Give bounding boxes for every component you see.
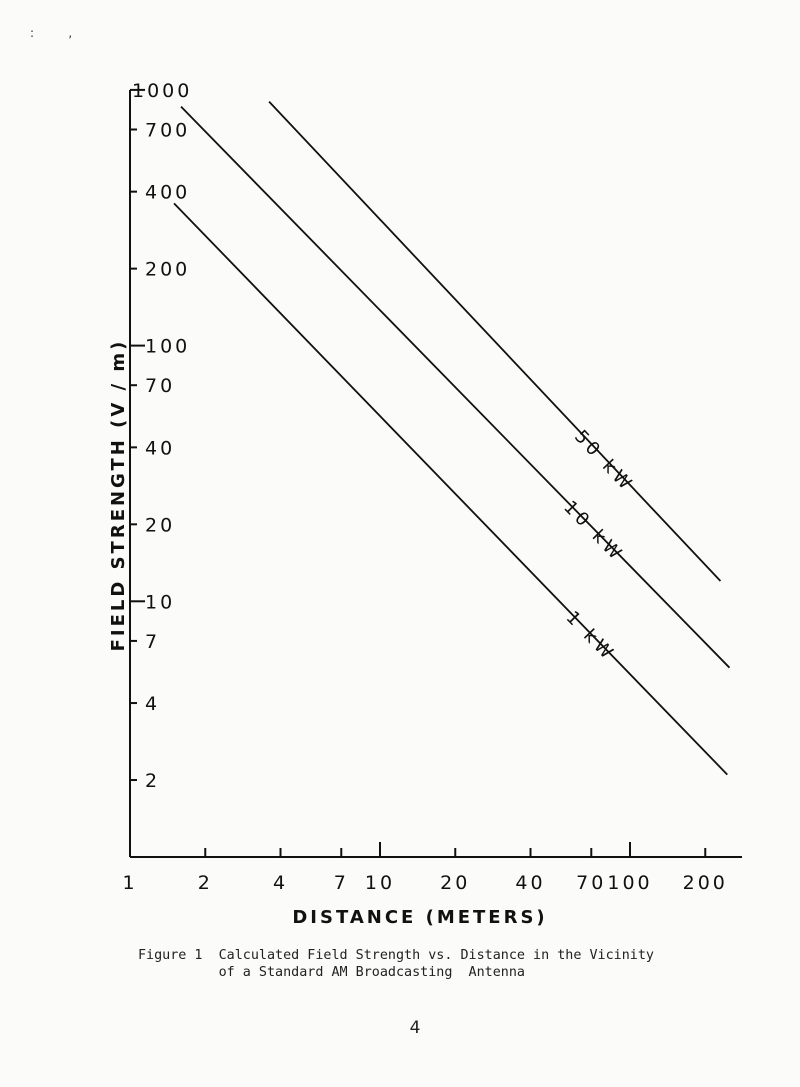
x-tick-label: 20 — [440, 872, 471, 894]
page-number: 4 — [409, 1018, 421, 1038]
series-line — [174, 203, 727, 774]
y-tick-label: 1000 — [132, 79, 193, 102]
y-tick-label: 4 — [145, 693, 161, 716]
y-axis-title: FIELD STRENGTH (V / m) — [108, 338, 129, 652]
x-tick-label: 70 — [576, 872, 607, 894]
x-tick-label: 4 — [272, 872, 289, 894]
y-tick-label: 70 — [145, 375, 176, 398]
x-axis-ticks — [122, 842, 727, 894]
x-tick-label: 10 — [364, 872, 396, 894]
y-tick-label: 2 — [145, 770, 161, 793]
series-line — [269, 102, 720, 581]
y-tick-label: 20 — [145, 514, 176, 537]
x-tick-label: 1 — [122, 872, 138, 894]
y-tick-label: 7 — [145, 630, 161, 653]
x-tick-label: 2 — [197, 872, 213, 894]
series-label: 50 kW — [570, 426, 639, 497]
caption-line-1: Figure 1 Calculated Field Strength vs. Distance in the Vicinity — [138, 948, 654, 963]
x-tick-label: 100 — [607, 872, 653, 894]
y-tick-label: 700 — [145, 119, 191, 142]
figure-caption — [138, 947, 654, 981]
scan-specks: : , — [30, 26, 73, 40]
y-tick-label: 200 — [145, 258, 191, 281]
y-tick-label: 10 — [145, 591, 176, 614]
series-label: 10 kW — [559, 496, 629, 567]
caption-line-2: of a Standard AM Broadcasting Antenna — [138, 965, 525, 980]
series-label: 1 kW — [561, 607, 620, 666]
x-axis-title: DISTANCE (METERS) — [292, 907, 548, 928]
x-tick-label: 200 — [682, 872, 728, 894]
series-line — [181, 107, 729, 668]
series-lines — [174, 102, 729, 775]
y-tick-label: 400 — [145, 181, 191, 204]
y-tick-label: 100 — [145, 335, 191, 358]
y-tick-label: 40 — [145, 437, 176, 460]
x-tick-label: 7 — [333, 872, 349, 894]
x-tick-label: 40 — [515, 872, 546, 894]
y-axis-ticks — [130, 80, 192, 792]
